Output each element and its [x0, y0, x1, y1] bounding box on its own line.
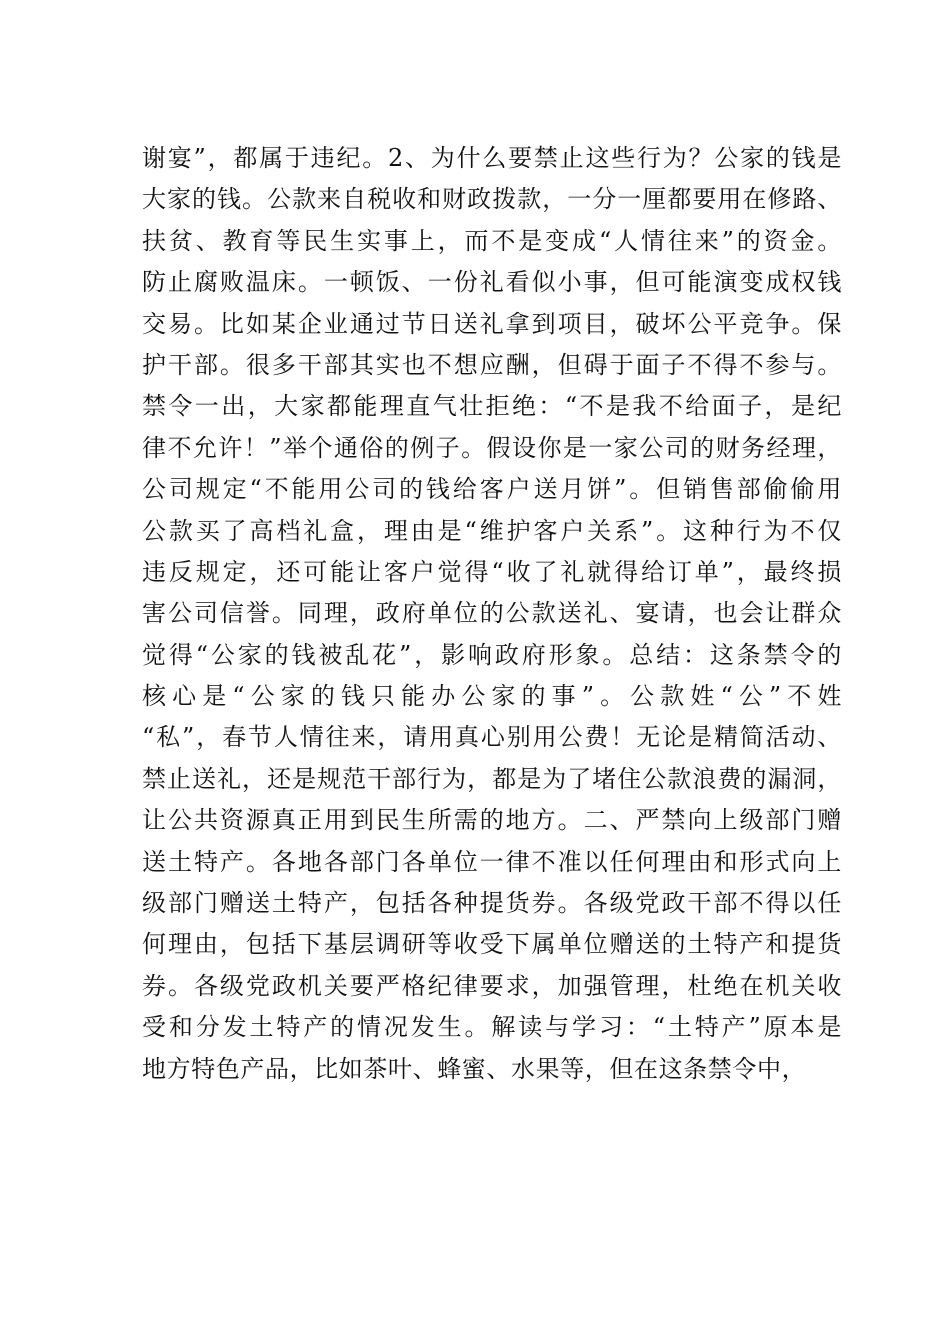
text-line: “私”，春节人情往来，请用真心别用公费！无论是精简活动、 — [142, 723, 842, 752]
text-line: 核心是“公家的钱只能办公家的事”。公款姓“公”不姓 — [142, 682, 842, 711]
text-line: 违反规定，还可能让客户觉得“收了礼就得给订单”，最终损 — [142, 557, 842, 586]
text-line: 让公共资源真正用到民生所需的地方。二、严禁向上级部门赠 — [142, 806, 842, 835]
text-line: 禁令一出，大家都能理直气壮拒绝：“不是我不给面子，是纪 — [142, 392, 842, 421]
text-line: 防止腐败温床。一顿饭、一份礼看似小事，但可能演变成权钱 — [142, 268, 842, 297]
body-text — [142, 138, 842, 1090]
text-line: 何理由，包括下基层调研等收受下属单位赠送的土特产和提货 — [142, 930, 842, 959]
text-line: 护干部。很多干部其实也不想应酬，但碍于面子不得不参与。 — [142, 350, 842, 379]
text-line: 律不允许！”举个通俗的例子。假设你是一家公司的财务经理， — [142, 433, 842, 462]
text-line: 害公司信誉。同理，政府单位的公款送礼、宴请，也会让群众 — [142, 599, 842, 628]
text-line: 禁止送礼，还是规范干部行为，都是为了堵住公款浪费的漏洞， — [142, 764, 842, 793]
text-line: 扶贫、教育等民生实事上，而不是变成“人情往来”的资金。 — [142, 226, 842, 255]
text-line: 公款买了高档礼盒，理由是“维护客户关系”。这种行为不仅 — [142, 516, 842, 545]
text-line: 交易。比如某企业通过节日送礼拿到项目，破坏公平竞争。保 — [142, 309, 842, 338]
text-line: 觉得“公家的钱被乱花”，影响政府形象。总结：这条禁令的 — [142, 640, 842, 669]
text-line: 公司规定“不能用公司的钱给客户送月饼”。但销售部偷偷用 — [142, 475, 842, 504]
text-line: 券。各级党政机关要严格纪律要求，加强管理，杜绝在机关收 — [142, 971, 842, 1000]
text-line: 地方特色产品，比如茶叶、蜂蜜、水果等，但在这条禁令中， — [142, 1054, 807, 1083]
text-line: 受和分发土特产的情况发生。解读与学习：“土特产”原本是 — [142, 1013, 842, 1042]
text-line: 级部门赠送土特产，包括各种提货券。各级党政干部不得以任 — [142, 889, 842, 918]
text-line: 谢宴”，都属于违纪。2、为什么要禁止这些行为？公家的钱是 — [142, 144, 842, 172]
text-line: 送土特产。各地各部门各单位一律不准以任何理由和形式向上 — [142, 847, 842, 876]
text-line: 大家的钱。公款来自税收和财政拨款，一分一厘都要用在修路、 — [142, 185, 842, 214]
